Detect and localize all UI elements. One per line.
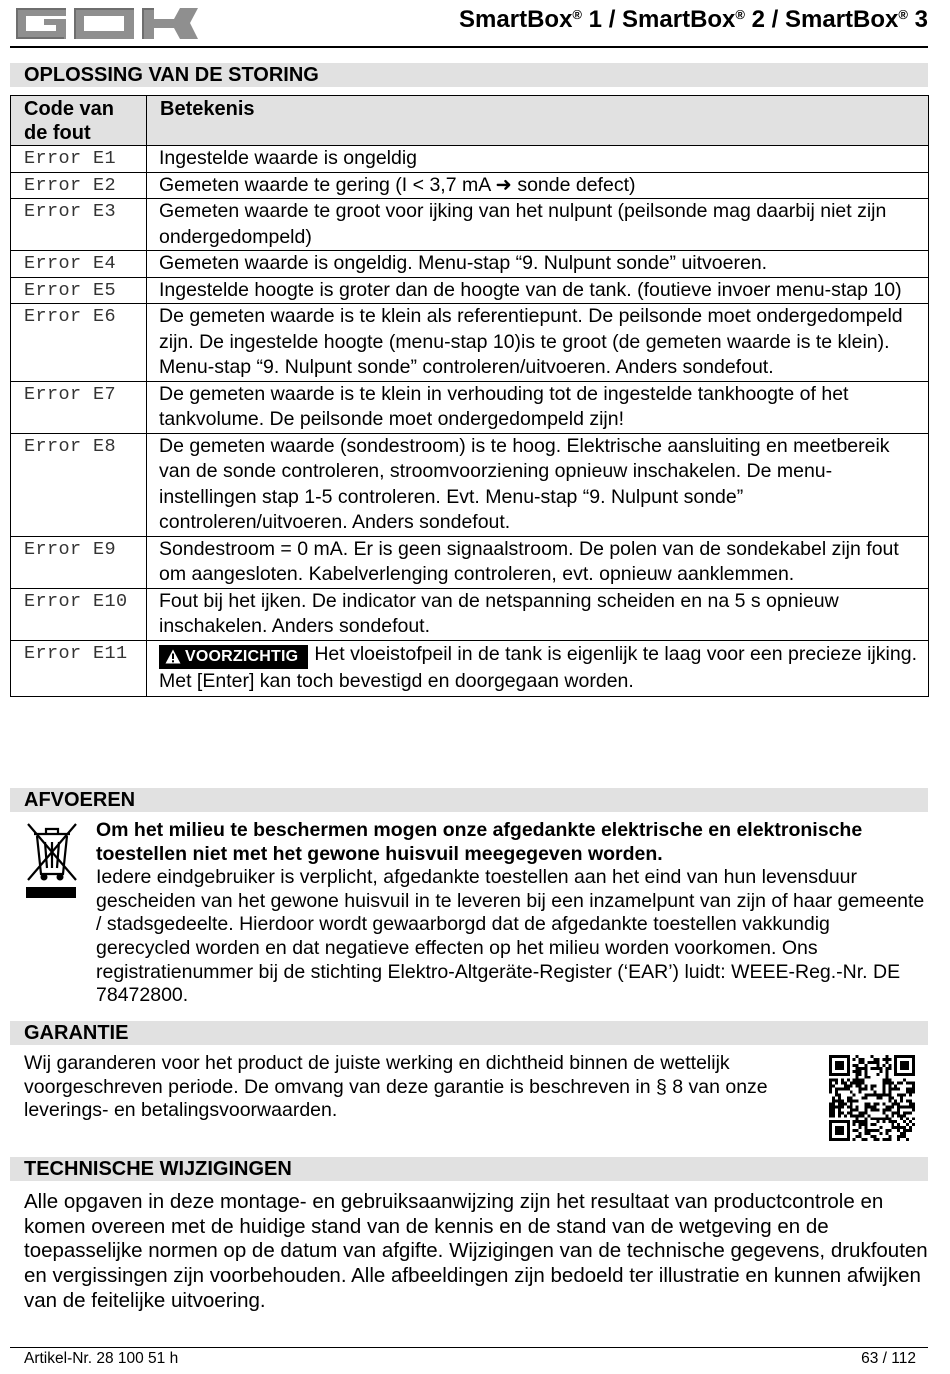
- table-row: [11, 588, 929, 640]
- error-code-table: [10, 95, 929, 697]
- section-heading-afvoeren: AFVOEREN: [10, 788, 928, 812]
- document-title: SmartBox® 1 / SmartBox® 2 / SmartBox® 3: [459, 6, 928, 33]
- section-heading-garantie: GARANTIE: [10, 1021, 928, 1045]
- error-code: Error E7: [11, 381, 147, 433]
- warning-triangle-icon: [165, 649, 181, 664]
- error-code: Error E8: [11, 433, 147, 536]
- error-meaning: Gemeten waarde is ongeldig. Menu-stap “9. Nulpunt sonde” uitvoeren.: [147, 251, 929, 278]
- warning-label: VOORZICHTIG: [185, 647, 299, 665]
- error-meaning: Fout bij het ijken. De indicator van de netspanning scheiden en na 5 s opnieuw inschakelen. Anders sondefout.: [147, 588, 929, 640]
- table-row: [11, 536, 929, 588]
- table-row: [11, 251, 929, 278]
- error-code: Error E3: [11, 199, 147, 251]
- article-number: Artikel-Nr. 28 100 51 h: [24, 1350, 179, 1367]
- error-code: Error E4: [11, 251, 147, 278]
- afvoeren-paragraph: [96, 819, 928, 1008]
- error-meaning: Gemeten waarde te groot voor ijking van het nulpunt (peilsonde mag daarbij niet zijn ondergedompeld): [147, 199, 929, 251]
- section-heading-storing: OPLOSSING VAN DE STORING: [10, 63, 928, 87]
- table-header-row: [11, 96, 929, 146]
- error-meaning: [147, 640, 929, 697]
- table-row: [11, 381, 929, 433]
- page-number: 63 / 112: [861, 1350, 916, 1367]
- weee-crossed-bin-icon: [24, 820, 80, 905]
- afvoeren-bold-text: Om het milieu te beschermen mogen onze afgedankte elektrische en elektronische toestellen niet met het gewone huisvuil meegegeven worden.: [96, 819, 863, 865]
- error-code: Error E10: [11, 588, 147, 640]
- error-meaning: Ingestelde waarde is ongeldig: [147, 146, 929, 173]
- table-row: [11, 277, 929, 304]
- gok-logo: [14, 6, 200, 45]
- error-code: Error E1: [11, 146, 147, 173]
- error-code: Error E6: [11, 304, 147, 382]
- afvoeren-body-text: Iedere eindgebruiker is verplicht, afgedankte toestellen aan het eind van hun levensduur gescheiden van het gewone huisvuil in te leveren bij een inzamelpunt van zijn of haar gemeente / stadsgedeelte. Hierdoor wordt gewaarborgd dat de afgedankte toestellen vakkundig gerecycled worden en dat negatieve effecten op het milieu worden voorkomen. Ons registratienummer bij de stichting Elektro-Altgeräte-Register (‘EAR’) luidt: WEEE-Reg.-Nr. DE 78472800.: [96, 866, 925, 1007]
- qr-code: [829, 1055, 915, 1146]
- warning-text: Het vloeistofpeil in de tank is eigenlijk te laag voor een precieze ijking. Met [Enter] kan toch bevestigd en doorgegaan worden.: [159, 642, 917, 692]
- table-row: [11, 199, 929, 251]
- table-row: [11, 304, 929, 382]
- error-code: Error E11: [11, 640, 147, 697]
- error-meaning: Ingestelde hoogte is groter dan de hoogte van de tank. (foutieve invoer menu-stap 10): [147, 277, 929, 304]
- technische-paragraph: Alle opgaven in deze montage- en gebruiksaanwijzing zijn het resultaat van productcontrole en komen overeen met de huidige stand van de kennis en de stand van de wetgeving en de toepasselijke normen op de datum van afgifte. Wijzigingen van de technische gegevens, drukfouten en vergissingen zijn voorbehouden. Alle afbeeldingen zijn bedoeld ter illustratie en kunnen afwijken van de feitelijke uitvoering.: [24, 1190, 928, 1312]
- error-code: Error E9: [11, 536, 147, 588]
- column-header-meaning: Betekenis: [147, 96, 929, 146]
- error-code: Error E2: [11, 172, 147, 199]
- error-meaning: De gemeten waarde is te klein als referentiepunt. De peilsonde moet ondergedompeld zijn. De ingestelde hoogte (menu-stap 10)is te groot (de gemeten waarde is te klein). Menu-stap “9. Nulpunt sonde” controleren/uitvoeren. Anders sondefout.: [147, 304, 929, 382]
- error-meaning: Sondestroom = 0 mA. Er is geen signaalstroom. De polen van de sondekabel zijn fout om aangesloten. Kabelverlenging controleren, evt. opnieuw aanklemmen.: [147, 536, 929, 588]
- error-meaning: De gemeten waarde is te klein in verhouding tot de ingestelde tankhoogte of het tankvolume. De peilsonde moet ondergedompeld zijn!: [147, 381, 929, 433]
- table-row: [11, 172, 929, 199]
- warning-badge: [159, 645, 308, 669]
- section-heading-technische: TECHNISCHE WIJZIGINGEN: [10, 1157, 928, 1181]
- footer-divider: [10, 1347, 928, 1348]
- error-meaning: De gemeten waarde (sondestroom) is te hoog. Elektrische aansluiting en meetbereik van de sonde controleren, stroomvoorziening opnieuw inschakelen. De menu-instellingen stap 1-5 controleren. Evt. Menu-stap “9. Nulpunt sonde” controleren/uitvoeren. Anders sondefout.: [147, 433, 929, 536]
- garantie-paragraph: Wij garanderen voor het product de juiste werking en dichtheid binnen de wettelijk voorgeschreven periode. De omvang van deze garantie is beschreven in § 8 van onze leverings- en betalingsvoorwaarden.: [24, 1052, 768, 1122]
- table-row: [11, 146, 929, 173]
- table-row: [11, 433, 929, 536]
- error-code: Error E5: [11, 277, 147, 304]
- table-row: [11, 640, 929, 697]
- error-meaning: Gemeten waarde te gering (I < 3,7 mA ➜ sonde defect): [147, 172, 929, 199]
- column-header-code: Code van de fout: [11, 96, 147, 146]
